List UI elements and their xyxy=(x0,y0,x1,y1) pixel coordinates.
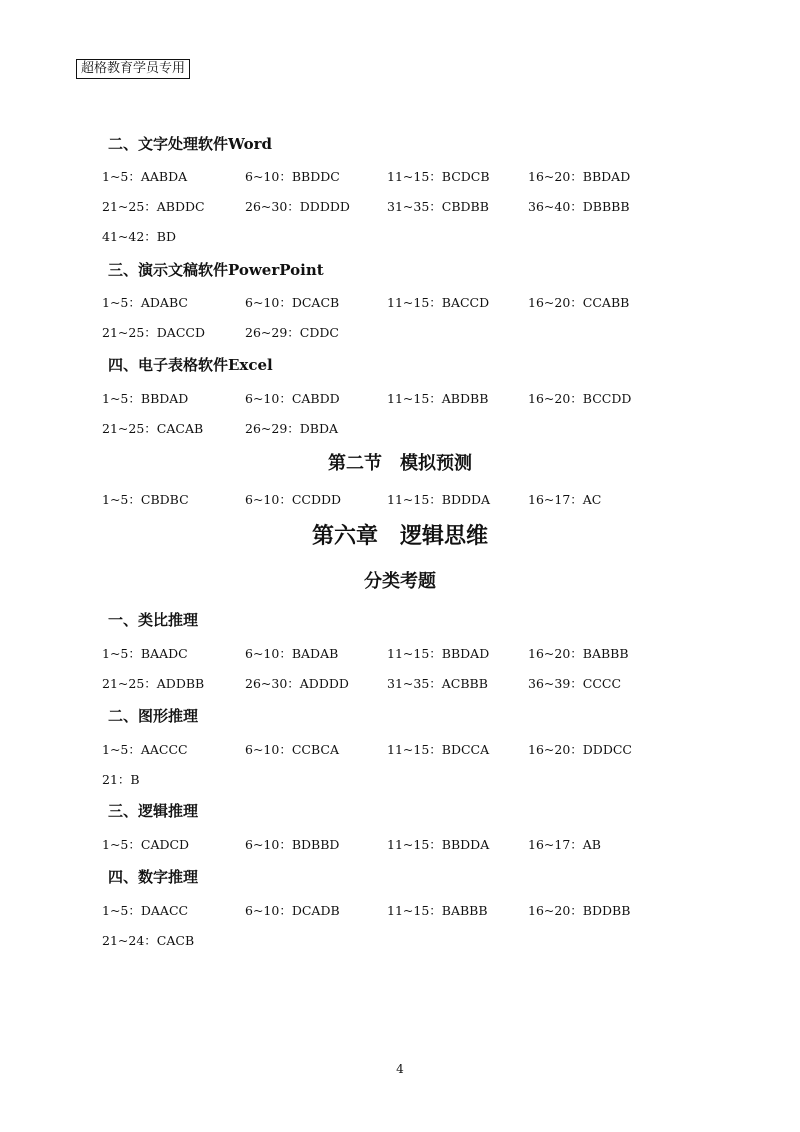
section-title-numeric: 四、数字推理 xyxy=(108,868,199,886)
section-title-logic: 三、逻辑推理 xyxy=(108,802,199,820)
answer-cell: 16~20：BABBB xyxy=(528,646,629,661)
answer-cell: 16~20：BBDAD xyxy=(528,169,631,184)
section-title-graphic: 二、图形推理 xyxy=(108,707,199,725)
answer-cell: 1~5：AACCC xyxy=(102,742,188,757)
answer-cell: 16~20：BCCDD xyxy=(528,391,632,406)
watermark-stamp: 超格教育学员专用 xyxy=(76,59,190,79)
answer-cell: 1~5：ADABC xyxy=(102,295,188,310)
answer-cell: 21~25：DACCD xyxy=(102,325,205,340)
answer-cell: 1~5：CADCD xyxy=(102,837,190,852)
answer-cell: 31~35：ACBBB xyxy=(387,676,488,691)
chapter-title: 第六章 逻辑思维 xyxy=(311,523,488,549)
answer-cell: 21~25：ABDDC xyxy=(102,199,205,214)
answer-cell: 16~17：AC xyxy=(528,492,602,507)
answer-cell: 1~5：BBDAD xyxy=(102,391,189,406)
answer-cell: 26~30：ADDDD xyxy=(245,676,349,691)
answer-cell: 36~39：CCCC xyxy=(528,676,622,691)
answer-cell: 11~15：BABBB xyxy=(387,903,488,918)
answer-cell: 6~10：BBDDC xyxy=(245,169,340,184)
answer-cell: 41~42：BD xyxy=(102,229,176,244)
answer-cell: 11~15：BDDDA xyxy=(387,492,491,507)
answer-cell: 1~5：AABDA xyxy=(102,169,188,184)
answer-cell: 1~5：BAADC xyxy=(102,646,188,661)
answer-cell: 1~5：DAACC xyxy=(102,903,189,918)
answer-cell: 36~40：DBBBB xyxy=(528,199,630,214)
answer-cell: 6~10：CCDDD xyxy=(245,492,342,507)
answer-cell: 26~30：DDDDD xyxy=(245,199,350,214)
section-title-mock-prediction: 第二节 模拟预测 xyxy=(328,453,472,474)
answer-cell: 26~29：DBDA xyxy=(245,421,339,436)
section-title-analogy: 一、类比推理 xyxy=(108,611,199,629)
answer-cell: 11~15：BDCCA xyxy=(387,742,490,757)
answer-cell: 11~15：BBDAD xyxy=(387,646,490,661)
answer-cell: 11~15：BCDCB xyxy=(387,169,490,184)
answer-cell: 11~15：BACCD xyxy=(387,295,490,310)
answer-cell: 26~29：CDDC xyxy=(245,325,339,340)
answer-cell: 6~10：CABDD xyxy=(245,391,340,406)
answer-cell: 6~10：CCBCA xyxy=(245,742,339,757)
section-title-word: 二、文字处理软件Word xyxy=(108,135,273,153)
answer-cell: 16~20：CCABB xyxy=(528,295,630,310)
answer-cell: 6~10：BADAB xyxy=(245,646,339,661)
answer-cell: 21~24：CACB xyxy=(102,933,195,948)
answer-cell: 11~15：BBDDA xyxy=(387,837,490,852)
answer-cell: 6~10：DCADB xyxy=(245,903,340,918)
answer-cell: 6~10：DCACB xyxy=(245,295,340,310)
answer-cell: 21~25：CACAB xyxy=(102,421,204,436)
answer-cell: 21：B xyxy=(102,772,140,787)
chapter-subtitle: 分类考题 xyxy=(364,571,436,592)
answer-cell: 21~25：ADDBB xyxy=(102,676,205,691)
answer-cell: 11~15：ABDBB xyxy=(387,391,489,406)
answer-cell: 16~20：DDDCC xyxy=(528,742,632,757)
answer-cell: 31~35：CBDBB xyxy=(387,199,489,214)
page-number: 4 xyxy=(396,1062,404,1076)
answer-cell: 1~5：CBDBC xyxy=(102,492,189,507)
answer-cell: 16~20：BDDBB xyxy=(528,903,631,918)
answer-cell: 6~10：BDBBD xyxy=(245,837,340,852)
section-title-powerpoint: 三、演示文稿软件PowerPoint xyxy=(108,261,324,279)
answer-cell: 16~17：AB xyxy=(528,837,601,852)
section-title-excel: 四、电子表格软件Excel xyxy=(108,356,273,374)
